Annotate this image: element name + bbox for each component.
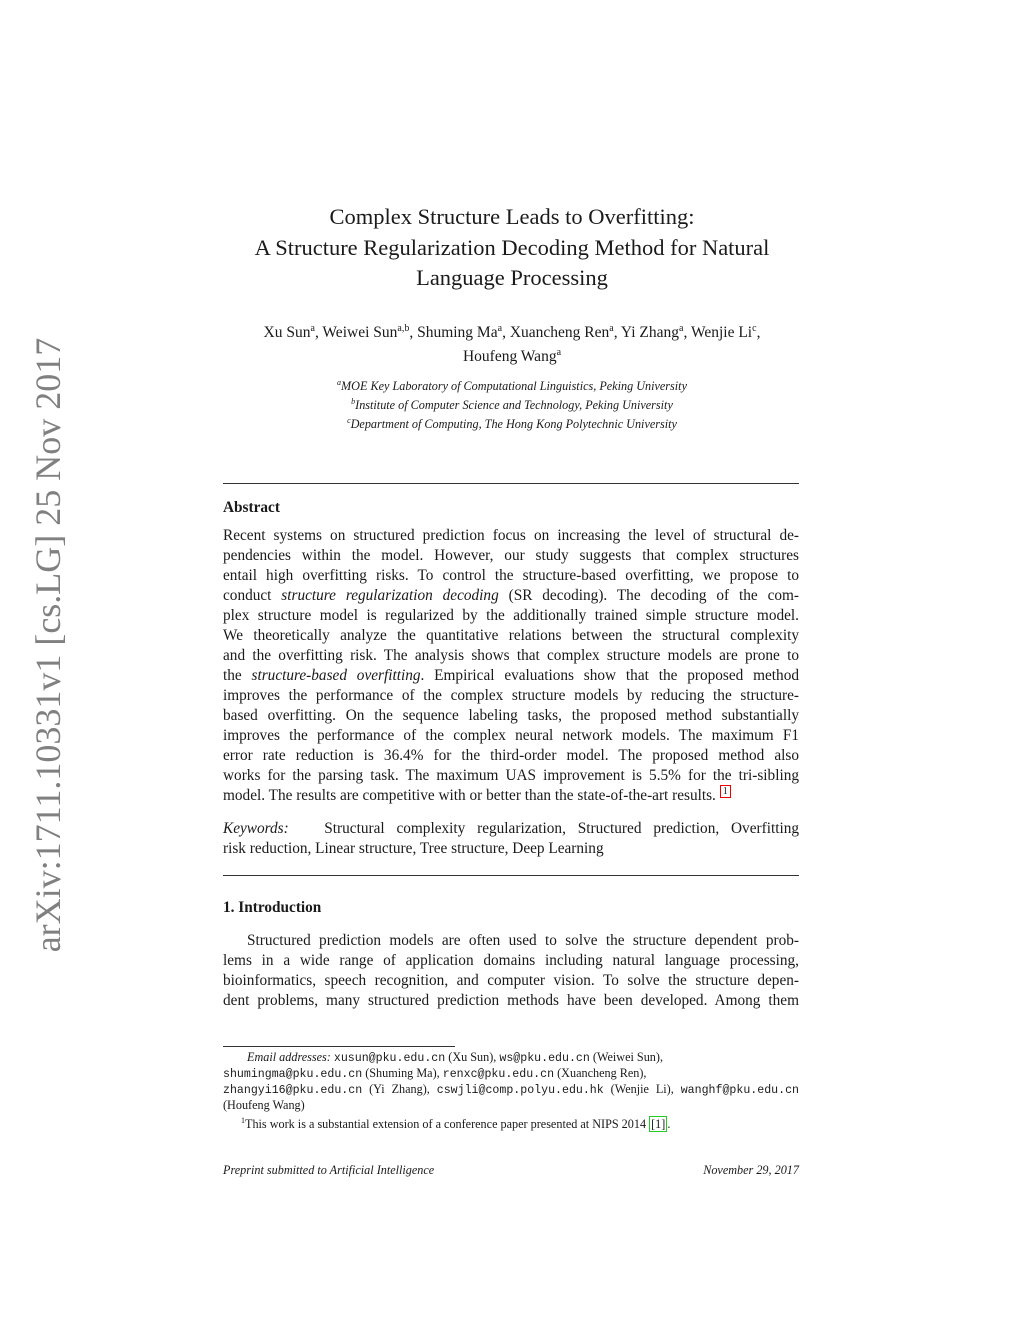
abstract-text: and the overfitting risk. The analysis shows that complex structure models are prone to bbox=[223, 647, 799, 664]
email-link[interactable]: wanghf@pku.edu.cn bbox=[680, 1084, 799, 1097]
section-heading-introduction: 1. Introduction bbox=[223, 899, 322, 916]
abstract-line bbox=[223, 586, 799, 606]
abstract-text: model. The results are competitive with or better than the state-of-the-art results. bbox=[223, 787, 720, 804]
abstract-line bbox=[223, 626, 799, 646]
abstract-bottom-rule bbox=[223, 875, 799, 876]
emphasized-text: structure regularization decoding bbox=[281, 587, 499, 604]
abstract-line bbox=[223, 786, 799, 806]
footnote-rule bbox=[223, 1046, 455, 1047]
footnote-1: $^1$This work is a substantial extension of a conference paper presented at NIPS 2014 [1] . bbox=[241, 1116, 671, 1132]
citation-link[interactable]: [1] bbox=[651, 1117, 666, 1132]
email-link[interactable]: zhangyi16@pku.edu.cn bbox=[223, 1084, 363, 1097]
affiliation: $^c$Department of Computing, The Hong Kong Polytechnic University bbox=[347, 416, 677, 432]
abstract-text: We theoretically analyze the quantitative relations between the structural complexity bbox=[223, 627, 799, 644]
abstract-line bbox=[223, 526, 799, 546]
email-link[interactable]: ws@pku.edu.cn bbox=[499, 1052, 590, 1065]
paragraph-line: lems in a wide range of application domains including natural language processing, bbox=[223, 952, 799, 969]
abstract-line bbox=[223, 666, 799, 686]
keywords-label: Keywords: bbox=[223, 820, 289, 837]
paragraph-line: bioinformatics, speech recognition, and computer vision. To solve the structure depen- bbox=[223, 972, 799, 989]
abstract-heading: Abstract bbox=[223, 499, 280, 516]
email-owner: (Houfeng Wang) bbox=[223, 1098, 305, 1112]
affiliation: $^a$MOE Key Laboratory of Computational Linguistics, Peking University bbox=[337, 378, 687, 394]
author: Yi Zhang$^a$ bbox=[620, 323, 684, 342]
abstract-text: error rate reduction is 36.4% for the third-order model. The proposed method also bbox=[223, 747, 799, 764]
abstract-text: (SR decoding). The decoding of the com- bbox=[498, 587, 799, 604]
author-list: Xu Sun$^a$, Weiwei Sun$^{a,b}$, Shuming Ma$^a$, Xuancheng Ren$^a$, Yi Zhang$^a$, Wenjie Li$^c$, Houfeng Wang$^a$ bbox=[263, 323, 761, 366]
author: Weiwei Sun$^{a,b}$ bbox=[322, 323, 410, 342]
footer-date: November 29, 2017 bbox=[703, 1163, 799, 1177]
emphasized-text: structure-based overfitting bbox=[251, 667, 421, 684]
author: Houfeng Wang$^a$ bbox=[462, 347, 562, 366]
abstract-line bbox=[223, 646, 799, 666]
paragraph-line: Structured prediction models are often used to solve the structure dependent prob- bbox=[247, 932, 799, 949]
email-link[interactable]: xusun@pku.edu.cn bbox=[333, 1052, 446, 1065]
abstract-text: works for the parsing task. The maximum UAS improvement is 5.5% for the tri-sibling bbox=[223, 767, 799, 784]
introduction-paragraph bbox=[223, 931, 799, 1011]
abstract-top-rule bbox=[223, 483, 799, 484]
abstract-line bbox=[223, 686, 799, 706]
abstract-line bbox=[223, 706, 799, 726]
email-label: Email addresses: bbox=[247, 1050, 331, 1064]
abstract-text: improves the performance of the complex structure models by reducing the structure- bbox=[223, 687, 799, 704]
keywords-text: risk reduction, Linear structure, Tree structure, Deep Learning bbox=[223, 840, 604, 857]
affiliations bbox=[0, 375, 1024, 432]
abstract-line bbox=[223, 566, 799, 586]
abstract-text: Recent systems on structured prediction focus on increasing the level of structural de- bbox=[223, 527, 799, 544]
title-line: Language Processing bbox=[416, 265, 608, 290]
abstract-text: plex structure model is regularized by the additionally trained simple structure model. bbox=[223, 607, 799, 624]
page-footer bbox=[223, 1163, 799, 1178]
abstract-line bbox=[223, 746, 799, 766]
keywords bbox=[223, 819, 799, 859]
arxiv-side-stamp: arXiv:1711.10331v1 [cs.LG] 25 Nov 2017 bbox=[28, 337, 68, 953]
abstract-text: . Empirical evaluations show that the proposed method bbox=[420, 667, 800, 684]
email-link[interactable]: cswjli@comp.polyu.edu.hk bbox=[436, 1084, 604, 1097]
paragraph-line: dent problems, many structured prediction methods have been developed. Among them bbox=[223, 992, 799, 1009]
abstract-line bbox=[223, 606, 799, 626]
footnote-ref-link[interactable]: 1 bbox=[720, 785, 731, 798]
abstract-text: entail high overfitting risks. To control the structure-based overfitting, we propose to bbox=[223, 567, 799, 584]
abstract-body bbox=[223, 526, 799, 806]
abstract-line bbox=[223, 726, 799, 746]
author: Shuming Ma$^a$ bbox=[417, 323, 503, 342]
keywords-text: Structural complexity regularization, Structured prediction, Overfitting bbox=[324, 820, 799, 837]
abstract-text: based overfitting. On the sequence labeling tasks, the proposed method substantially bbox=[223, 707, 799, 724]
footnotes: Email addresses: xusun@pku.edu.cn (Xu Sun), ws@pku.edu.cn (Weiwei Sun), shumingma@pku.edu.cn (Shuming Ma), renxc@pku.edu.cn (Xuancheng Ren), zhangyi16@pku.edu.cn (Yi Zhang), cswjli@comp.polyu.edu.hk (Wenjie Li), wanghf@pku.edu.cn (Houfeng Wang) $^1$This work is a substantial extension of a conference paper presented at NIPS 2014 [1] . bbox=[223, 1050, 799, 1132]
footer-journal: Preprint submitted to Artificial Intelligence bbox=[223, 1163, 435, 1177]
paper-title bbox=[0, 202, 1024, 294]
abstract-text: conduct bbox=[223, 587, 282, 604]
title-line: A Structure Regularization Decoding Method for Natural bbox=[254, 234, 770, 260]
abstract-text: pendencies within the model. However, our study suggests that complex structures bbox=[223, 547, 799, 564]
abstract-line bbox=[223, 546, 799, 566]
author: Wenjie Li$^c$ bbox=[690, 323, 757, 342]
affiliation: $^b$Institute of Computer Science and Technology, Peking University bbox=[351, 397, 673, 413]
abstract-text: the bbox=[223, 667, 252, 684]
email-link[interactable]: renxc@pku.edu.cn bbox=[442, 1068, 555, 1081]
title-line: Complex Structure Leads to Overfitting: bbox=[329, 204, 695, 229]
abstract-text: improves the performance of the complex neural network models. The maximum F1 bbox=[223, 727, 799, 744]
author: Xuancheng Ren$^a$ bbox=[509, 323, 614, 342]
email-link[interactable]: shumingma@pku.edu.cn bbox=[223, 1068, 363, 1081]
author: Xu Sun$^a$ bbox=[263, 323, 315, 342]
abstract-line bbox=[223, 766, 799, 786]
